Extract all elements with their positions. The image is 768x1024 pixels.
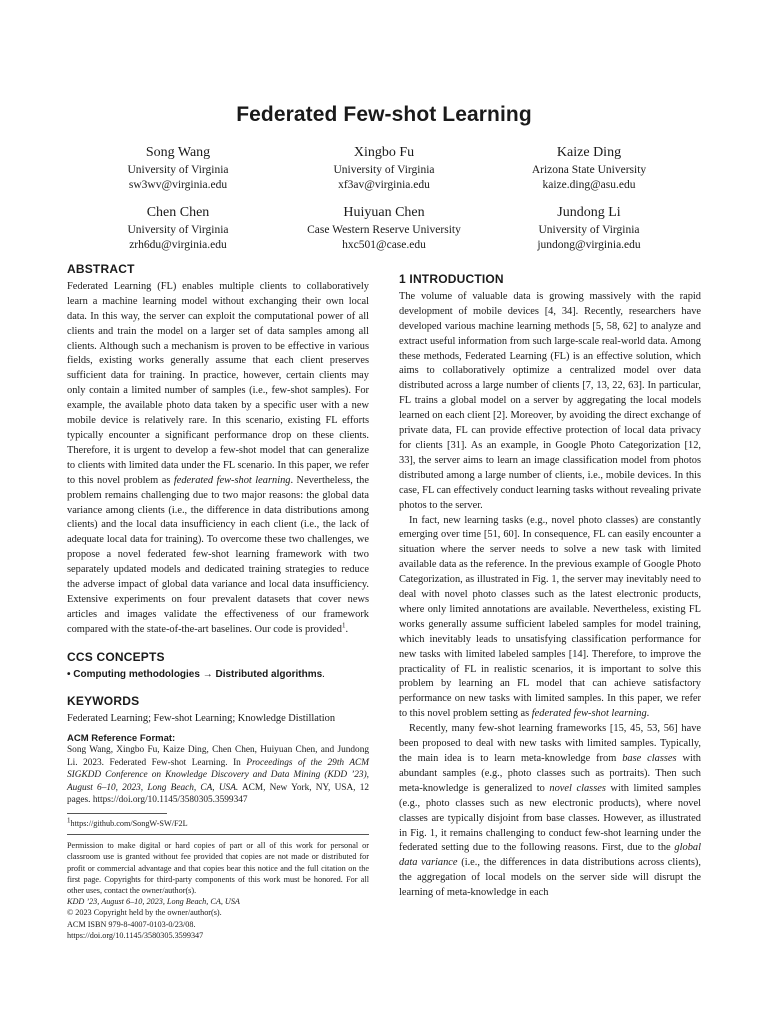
author-name: Song Wang xyxy=(145,145,211,160)
abstract-text-end: . xyxy=(345,623,349,635)
left-column xyxy=(67,262,369,941)
intro-text-part: . xyxy=(646,708,650,720)
intro-paragraph-2 xyxy=(399,514,701,723)
author-affiliation: Case Western Reserve University xyxy=(307,224,461,236)
right-column xyxy=(399,262,701,901)
paper-title: Federated Few-shot Learning xyxy=(236,103,532,126)
acm-reference-heading: ACM Reference Format: xyxy=(67,733,176,745)
intro-paragraph-1: The volume of valuable data is growing massively with the rapid development of mobile devices [4, 34]. Recently, researchers have developed various machine learning methods [5, 58, 62] to analyze and extract useful information from such large-scale real-world data. Among these methods, Federated Learning (FL) is an effective solution, which aims to collaboratively optimize a centralized model over data distributed across a large number of clients [7, 13, 22, 63]. In particular, FL trains a global model on a server by aggregating the local models learned on each client [2]. Moreover, by avoiding the direct exchange of private data, FL can provide effective protection of local data privacy for clients [31]. As an example, in Google Photo Categorization [12, 33], the server aims to learn an image classification model from photos distributed among a large number of clients, i.e., mobile devices. In this case, FL can effectively conduct learning tasks without revealing private photos to the server. xyxy=(399,290,701,511)
intro-emphasis: federated few-shot learning xyxy=(531,708,647,720)
abstract-heading: ABSTRACT xyxy=(67,262,135,276)
author-email: xf3av@virginia.edu xyxy=(338,179,430,191)
footnote xyxy=(67,818,369,829)
author-affiliation: University of Virginia xyxy=(127,164,229,176)
author-affiliation: University of Virginia xyxy=(333,164,435,176)
intro-text-part: with limited samples (e.g., photo classes such as new electronic products), where novel classes are typically disjoint from base classes. However, as illustrated in Fig. 1, it remains challenging to conduct few-shot learning under the federated setting due to the following reasons. First, due to the xyxy=(399,782,701,854)
footnote-rule xyxy=(67,813,167,814)
author-name: Xingbo Fu xyxy=(353,145,415,160)
footnote-link: https://github.com/SongW-SW/F2L xyxy=(70,818,188,828)
reference-emphasis: Proceedings of the 29th ACM SIGKDD Conference on Knowledge Discovery and Data Mining (KDD ’23), August 6–10, 2023, Long Beach, CA, USA. xyxy=(67,757,370,793)
author-block-1 xyxy=(58,144,298,193)
intro-text-part: In fact, new learning tasks (e.g., novel photo classes) are constantly emerging over time [51, 60]. In consequence, FL can easily encounter a situation where the server needs to solve a new task with limited available data as the reference. In the previous example of Google Photo Categorization, as illustrated in Fig. 1, the server may inevitably need to deal with novel photo classes such as the latest electronic products, where only limited annotations are available. Nevertheless, existing FL works generally assume sufficient labeled samples for model training, which inevitably leads to unsatisfying classification performance for new tasks with limited labeled samples [14]. Therefore, to improve the practicality of FL in realistic scenarios, it is important to solve this problem by learning an FL model that can achieve satisfactory performance on new tasks with limited samples. In this paper, we refer to this novel problem setting as xyxy=(399,514,701,720)
intro-text-part: with abundant samples (e.g., photo classes such as portraits). Then such meta-knowledge is generalized to xyxy=(399,753,701,794)
ccs-item-end: . xyxy=(322,668,325,680)
ccs-heading: CCS CONCEPTS xyxy=(67,649,165,664)
author-name: Huiyuan Chen xyxy=(343,205,425,220)
introduction-heading: 1 INTRODUCTION xyxy=(399,272,504,286)
author-name: Chen Chen xyxy=(146,205,210,220)
acm-reference xyxy=(67,733,369,807)
author-affiliation: University of Virginia xyxy=(127,224,229,236)
author-block-4 xyxy=(58,204,298,253)
isbn-line: ACM ISBN 979-8-4007-0103-0/23/08. xyxy=(67,919,196,929)
keywords-heading: KEYWORDS xyxy=(67,694,140,709)
author-block-3 xyxy=(469,144,709,193)
intro-paragraph-3 xyxy=(399,722,701,901)
abstract-text-part: Federated Learning (FL) enables multiple clients to collaboratively learn a machine learning model without exchanging their own local data. In this way, the server can exploit the computational power of all clients and train the model on a larger set of data samples among all clients. Although such a mechanism is proven to be effective in various fields, existing works generally assume that each client preserves sufficient data for training. In practice, however, certain clients may only contain a limited number of samples (i.e., few-shot samples). For example, the available photo data taken by a specific user with a new mobile device is relatively rare. In this scenario, existing FL efforts typically encounter a significant performance drop on these clients. Therefore, it is urgent to develop a few-shot model that can generalize to clients with limited data under the FL scenario. In this paper, we refer to this novel problem as xyxy=(67,280,369,486)
copyright-line: © 2023 Copyright held by the owner/author(s). xyxy=(67,908,222,918)
intro-emphasis: base classes xyxy=(622,753,677,764)
keywords-text: Federated Learning; Few-shot Learning; Knowledge Distillation xyxy=(67,713,336,725)
abstract-emphasis: federated few-shot learning xyxy=(173,474,291,486)
author-block-6 xyxy=(469,204,709,253)
footnote-number: 1 xyxy=(67,816,71,825)
footnote-marker: 1 xyxy=(341,621,346,630)
permission-text: Permission to make digital or hard copies of part or all of this work for personal or classroom use is granted without fee provided that copies are not made or distributed for profit or commercial advantage and that copies bear this notice and the full citation on the first page. Copyrights for third-party components of this work must be honored. For all other uses, contact the owner/author(s). xyxy=(67,841,369,895)
ccs-concept: • Computing methodologies → Distributed algorithms xyxy=(67,668,323,680)
abstract-text-part: . Nevertheless, the problem remains challenging due to two major reasons: the global data variance among clients (i.e., the difference in data distributions among clients) and the local data insufficiency in each client (i.e., the lack of adequate local data for training). To overcome these two challenges, we propose a novel federated few-shot learning framework with two separately updated models and dedicated training strategies to reduce the adverse impact of global data variance and local data insufficiency. Extensive experiments on four prevalent datasets that cover news articles and images validate the effectiveness of our framework compared with the state-of-the-art baselines. Our code is provided xyxy=(67,474,369,635)
acm-reference-text xyxy=(67,744,369,807)
intro-emphasis: novel classes xyxy=(549,782,606,794)
author-email: jundong@virginia.edu xyxy=(537,239,641,251)
intro-text-part: (i.e., the differences in data distributions across clients), the aggregation of local models on the server side will disrupt the learning of meta-knowledge in each xyxy=(399,857,701,899)
doi-line: https://doi.org/10.1145/3580305.3599347 xyxy=(67,930,204,940)
author-name: Jundong Li xyxy=(557,205,621,220)
intro-text-part: Recently, many few-shot learning frameworks [15, 45, 53, 56] have been proposed to deal with new tasks with limited samples. Typically, the main idea is to learn meta-knowledge from xyxy=(399,723,701,764)
intro-emphasis: global data variance xyxy=(399,842,701,869)
author-affiliation: University of Virginia xyxy=(538,224,640,236)
reference-text-part: ACM, New York, NY, USA, 12 pages. https://doi.org/10.1145/3580305.3599347 xyxy=(67,782,370,806)
permission-rule xyxy=(67,834,369,835)
abstract-text xyxy=(67,280,369,638)
venue-line: KDD ’23, August 6–10, 2023, Long Beach, CA, USA xyxy=(67,897,240,907)
permission-block xyxy=(67,840,369,941)
author-affiliation: Arizona State University xyxy=(531,164,647,176)
ccs-item xyxy=(67,668,369,683)
reference-text-part: Song Wang, Xingbo Fu, Kaize Ding, Chen Chen, Huiyuan Chen, and Jundong Li. 2023. Federated Few-shot Learning. In xyxy=(67,745,369,768)
author-email: zrh6du@virginia.edu xyxy=(129,239,227,251)
author-email: hxc501@case.edu xyxy=(342,239,426,251)
author-email: sw3wv@virginia.edu xyxy=(128,179,228,191)
author-email: kaize.ding@asu.edu xyxy=(542,179,636,191)
author-block-2 xyxy=(264,144,504,193)
author-block-5 xyxy=(264,204,504,253)
author-name: Kaize Ding xyxy=(556,145,622,160)
